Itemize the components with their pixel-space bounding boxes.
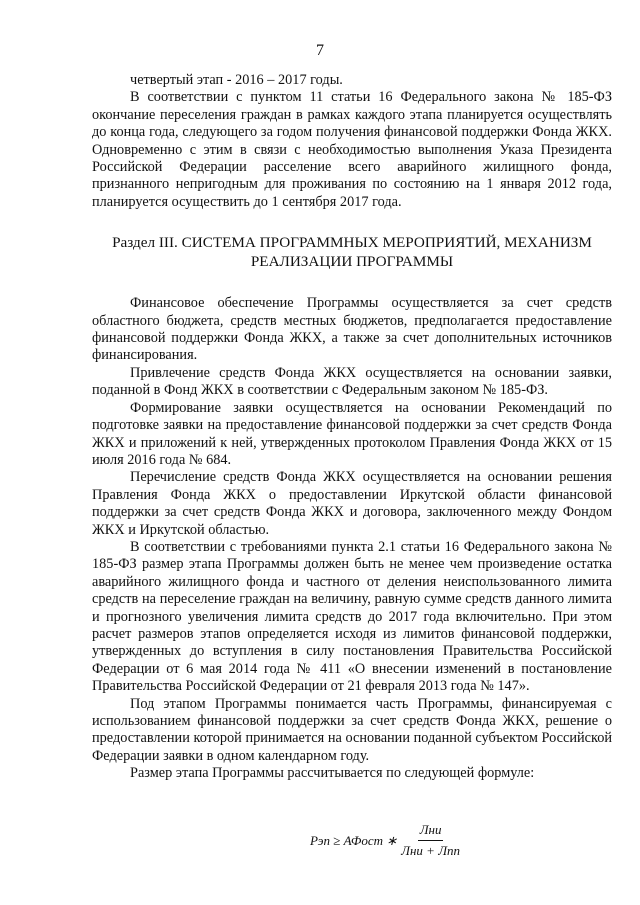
document-body — [92, 72, 612, 783]
section-heading — [92, 233, 612, 271]
formula-lhs: Рэп ≥ АФост ∗ — [310, 832, 398, 848]
formula-denominator: Лни + Лпп — [401, 843, 461, 858]
paragraph: Перечисление средств Фонда ЖКХ осуществляется на основании решения Правления Фонда ЖКХ о предоставлении Иркутской области финансовой поддержки за счет средств Фонда ЖКХ и договора, заключенного между Фондом ЖКХ и Иркутской областью. — [92, 469, 612, 538]
paragraph: Размер этапа Программы рассчитывается по следующей формуле: — [130, 765, 535, 782]
formula-numerator: Лни — [418, 822, 444, 841]
paragraph: Привлечение средств Фонда ЖКХ осуществляется на основании заявки, поданной в Фонд ЖКХ в соответствии с Федеральным законом № 185-ФЗ. — [92, 364, 612, 399]
paragraph: Финансовое обеспечение Программы осуществляется за счет средств областного бюджета, средств местных бюджетов, предполагается предоставление финансовой поддержки Фонда ЖКХ, а также за счет дополнительных источников финансирования. — [92, 295, 612, 364]
paragraph: В соответствии с пунктом 11 статьи 16 Федерального закона № 185-ФЗ окончание переселения граждан в рамках каждого этапа планируется осуществлять до конца года, следующего за годом получения финансовой поддержки Фонда ЖКХ. Одновременно с этим в связи с необходимостью выполнения Указа Президента Российской Федерации расселение всего аварийного жилищного фонда, признанного непригодным для проживания по состоянию на 1 января 2012 года, планируется осуществить до 1 сентября 2017 года. — [92, 89, 612, 210]
page-number: 7 — [316, 42, 324, 59]
paragraph: В соответствии с требованиями пункта 2.1 статьи 16 Федерального закона № 185-ФЗ размер этапа Программы должен быть не менее чем произведение остатка аварийного жилищного фонда и частного от деления неиспользованного лимита средств на переселение граждан на величину, равную сумме средств данного лимита и прогнозного увеличения лимита средств до 2017 года включительно. При этом расчет размеров этапов определяется исходя из лимитов финансовой поддержки, утвержденных до вступления в силу постановления Правительства Российской Федерации от 6 мая 2014 года № 411 «О внесении изменений в постановление Правительства Российской Федерации от 21 февраля 2013 года № 147». — [92, 538, 612, 695]
formula-fraction — [401, 822, 460, 859]
paragraph: Формирование заявки осуществляется на основании Рекомендаций по подготовке заявки на предоставление финансовой поддержки за счет средств Фонда ЖКХ и приложений к ней, утвержденных протоколом Правления Фонда ЖКХ от 15 июля 2016 года № 684. — [92, 399, 612, 468]
section-heading-line: Раздел III. СИСТЕМА ПРОГРАММНЫХ МЕРОПРИЯТИЙ, МЕХАНИЗМ — [112, 234, 592, 252]
formula — [310, 822, 460, 859]
paragraph: четвертый этап - 2016 – 2017 годы. — [130, 72, 343, 88]
section-heading-line: РЕАЛИЗАЦИИ ПРОГРАММЫ — [250, 253, 454, 271]
paragraph: Под этапом Программы понимается часть Программы, финансируемая с использованием финансовой поддержки за счет средств Фонда ЖКХ, решение о предоставлении которой принимается на основании поданной субъектом Российской Федерации заявки в одном календарном году. — [92, 695, 612, 764]
